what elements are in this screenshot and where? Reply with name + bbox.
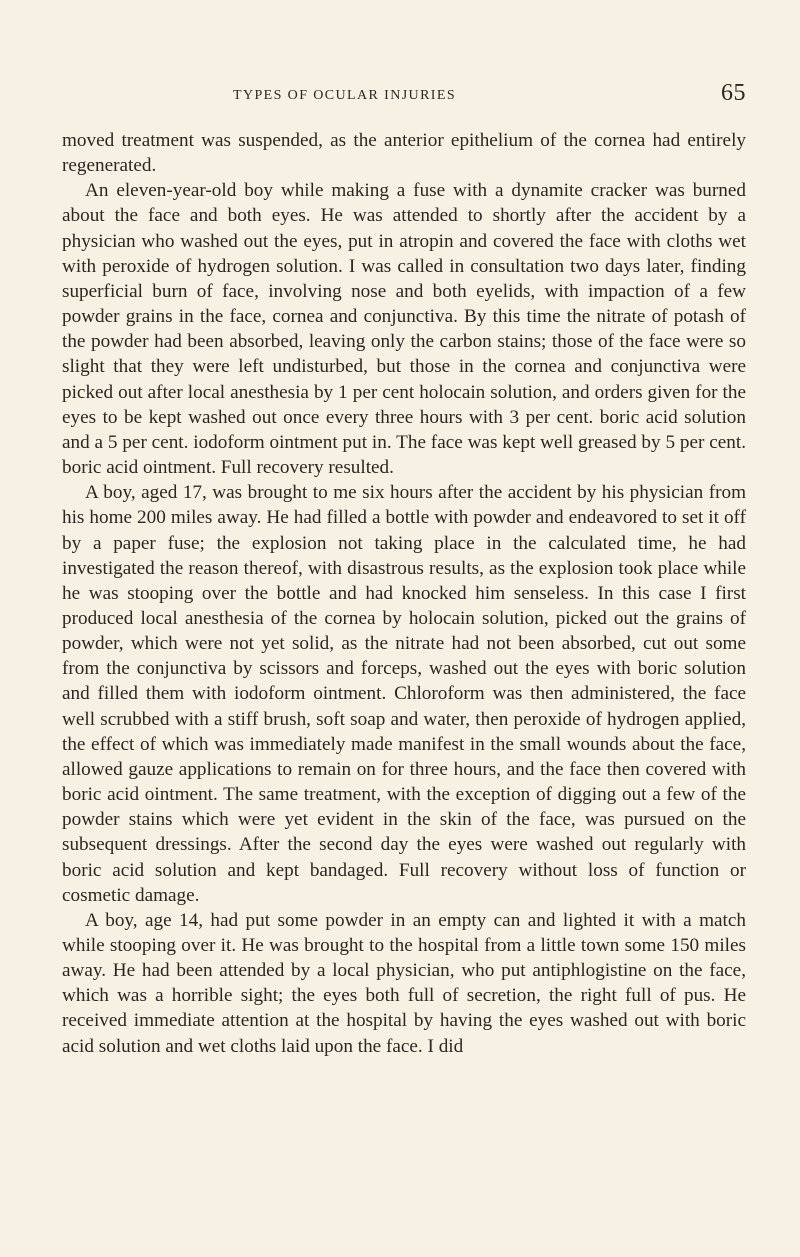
body-text — [62, 128, 746, 1059]
page-number: 65 — [721, 80, 746, 106]
paragraph-boy-age-14-case: A boy, age 14, had put some powder in an empty can and lighted it with a match while stooping over it. He was brought to the hospital from a little town some 150 miles away. He had been attended by a local physician, who put antiphlogistine on the face, which was a horrible sight; the eyes both full of secretion, the right full of pus. He received immediate attention at the hospital by having the eyes washed out with boric acid solution and wet cloths laid upon the face. I did — [62, 909, 746, 1057]
paragraph-continuation: moved treatment was suspended, as the anterior epithelium of the cornea had entirely regenerated. — [62, 130, 746, 177]
paragraph-boy-aged-17-case: A boy, aged 17, was brought to me six hours after the accident by his physician from his home 200 miles away. He had filled a bottle with powder and endeavored to set it off by a paper fuse; the explosion not taking place in the calculated time, he had investigated the reason thereof, with disastrous results, as the explosion took place while he was stooping over the bottle and had knocked him senseless. In this case I first produced local anesthesia of the cornea by holocain solution, picked out the grains of powder, which were not yet solid, as the nitrate had not been absorbed, cut out some from the conjunctiva by scissors and forceps, washed out the eyes with boric solution and filled them with iodoform ointment. Chloroform was then administered, the face well scrubbed with a stiff brush, soft soap and water, then peroxide of hydrogen applied, the effect of which was immediately made manifest in the small wounds about the face, allowed gauze applications to remain on for three hours, and the face then covered with boric acid ointment. The same treatment, with the exception of digging out a few of the powder stains which were yet evident in the skin of the face, was pursued on the subsequent dressings. After the second day the eyes were washed out regularly with boric acid solution and kept bandaged. Full recovery without loss of function or cosmetic damage. — [62, 482, 746, 906]
running-title: TYPES OF OCULAR INJURIES — [233, 88, 457, 103]
running-head — [62, 80, 746, 112]
paragraph-eleven-year-old-boy-case: An eleven-year-old boy while making a fuse with a dynamite cracker was burned about the face and both eyes. He was attended to shortly after the accident by a physician who washed out the eyes, put in atropin and covered the face with cloths wet with peroxide of hydrogen solution. I was called in consultation two days later, finding superficial burn of face, involving nose and both eyelids, with impaction of a few powder grains in the face, cornea and conjunctiva. By this time the nitrate of potash of the powder had been absorbed, leaving only the carbon stains; those of the face were so slight that they were left undisturbed, but those in the cornea and conjunctiva were picked out after local anesthesia by 1 per cent holocain solution, and orders given for the eyes to be kept washed out once every three hours with 3 per cent. boric acid solution and a 5 per cent. iodoform ointment put in. The face was kept well greased by 5 per cent. boric acid ointment. Full recovery resulted. — [62, 180, 746, 479]
